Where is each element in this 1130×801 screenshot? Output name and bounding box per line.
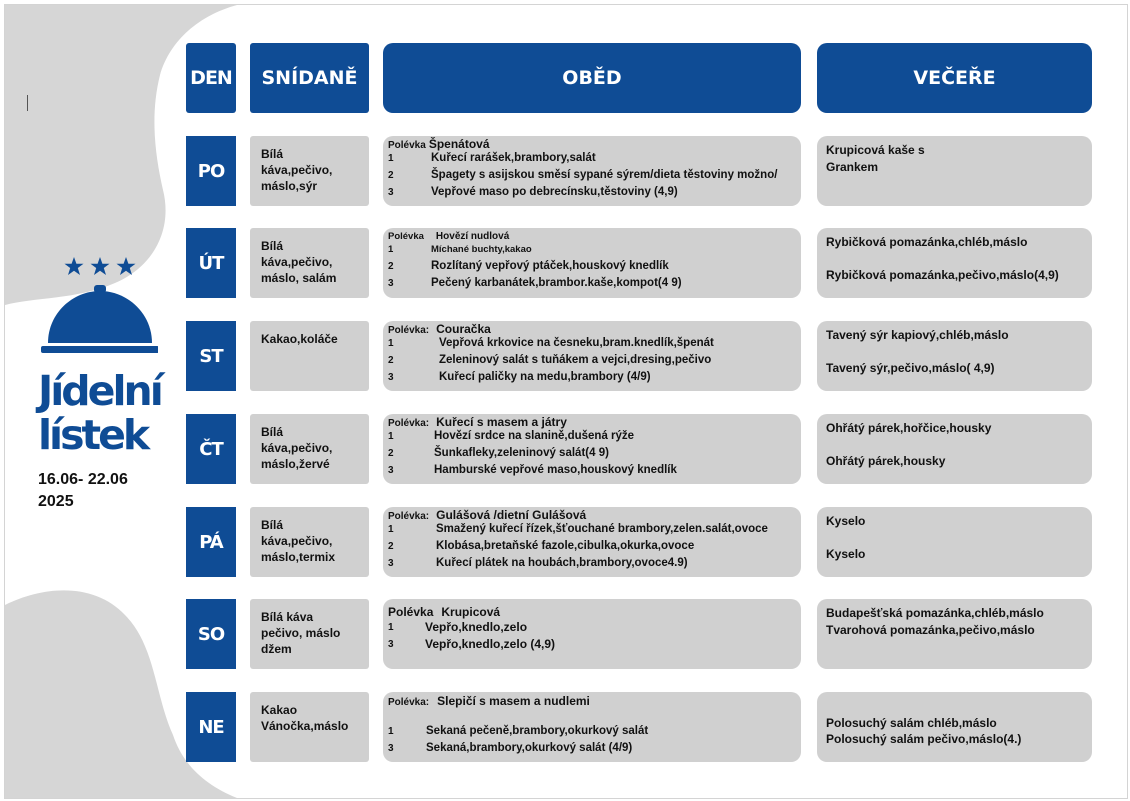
day-label: PÁ: [186, 507, 236, 577]
day-label: ST: [186, 321, 236, 391]
lunch-item-text: Míchané buchty,kakao: [431, 244, 532, 255]
day-label: NE: [186, 692, 236, 762]
lunch-item-number: 2: [388, 261, 394, 272]
soup-label: Polévka: [388, 231, 424, 242]
dinner-line: Tavený sýr kapiový,chléb,máslo: [826, 328, 1009, 342]
breakfast-line: máslo,žervé: [261, 457, 330, 471]
dinner-line: Kyselo: [826, 547, 866, 561]
breakfast-line: Bílá: [261, 425, 284, 439]
spacer: [388, 707, 801, 723]
lunch-item-text: Kuřecí rarášek,brambory,salát: [431, 152, 596, 164]
lunch-item-number: 3: [388, 187, 394, 198]
lunch-item-text: Vepřové maso po debrecínsku,těstoviny (4,9): [431, 186, 678, 198]
lunch-item-number: 3: [388, 743, 394, 754]
lunch-item: [388, 275, 801, 292]
lunch-item: [388, 723, 801, 740]
cloche-with-stars-icon: [38, 253, 158, 368]
lunch-item-number: 1: [388, 524, 394, 535]
breakfast-line: máslo,sýr: [261, 179, 318, 193]
breakfast-cell: [250, 507, 369, 577]
soup-name: Kuřecí s masem a játry: [436, 415, 567, 429]
dinner-line: Polosuchý salám chléb,máslo: [826, 715, 997, 730]
soup-label: Polévka: [388, 140, 426, 151]
breakfast-line: káva,pečivo,: [261, 441, 333, 455]
dinner-line: [826, 437, 1092, 454]
lunch-item: [388, 150, 801, 167]
day-label: ÚT: [186, 228, 236, 298]
soup-name: Špenátová: [428, 137, 490, 151]
breakfast-cell: [250, 414, 369, 484]
lunch-item: [388, 521, 801, 538]
lunch-item-text: Sekaná,brambory,okurkový salát (4/9): [426, 742, 633, 754]
lunch-item-number: 3: [388, 372, 394, 383]
menu-dates: [38, 469, 128, 513]
dinner-line: Rybičková pomazánka,pečivo,máslo(4,9): [826, 268, 1059, 282]
lunch-item-text: Šunkafleky,zeleninový salát(4 9): [434, 447, 609, 459]
lunch-item-text: Vepřo,knedlo,zelo: [425, 620, 528, 634]
lunch-item-text: Rozlítaný vepřový ptáček,houskový knedlík: [431, 260, 669, 272]
breakfast-line: Kakao,koláče: [261, 332, 338, 346]
dinner-cell: [817, 507, 1092, 577]
lunch-item: [388, 184, 801, 201]
dinner-line: Budapešťská pomazánka,chléb,máslo: [826, 606, 1044, 620]
breakfast-cell: [250, 692, 369, 762]
breakfast-cell: [250, 599, 369, 669]
dinner-line: Tavený sýr,pečivo,máslo( 4,9): [826, 361, 995, 375]
lunch-cell: [383, 599, 801, 669]
lunch-cell: [383, 414, 801, 484]
lunch-item: [388, 636, 801, 653]
dinner-line: Krupicová kaše s: [826, 143, 925, 157]
lunch-item: [388, 369, 801, 386]
lunch-item-number: 1: [388, 153, 394, 164]
breakfast-cell: [250, 136, 369, 206]
lunch-cell: [383, 507, 801, 577]
breakfast-line: káva,pečivo,: [261, 163, 333, 177]
dinner-line: [826, 344, 1092, 361]
breakfast-cell: [250, 321, 369, 391]
dinner-cell: [817, 599, 1092, 669]
header-snidane: SNÍDANĚ: [250, 43, 369, 113]
lunch-item-text: Špagety s asijskou směsí sypané sýrem/dieta těstoviny možno/: [431, 169, 778, 181]
soup-line: [388, 604, 801, 619]
lunch-item-text: Sekaná pečeně,brambory,okurkový salát: [426, 725, 649, 737]
soup-line: [388, 508, 801, 521]
soup-line: [388, 415, 801, 428]
lunch-item-text: Vepřo,knedlo,zelo (4,9): [425, 637, 556, 651]
lunch-item-number: 2: [388, 541, 394, 552]
header-den: DEN: [186, 43, 236, 113]
dinner-cell: [817, 692, 1092, 762]
lunch-item-text: Smažený kuřecí řízek,šťouchané brambory,zelen.salát,ovoce: [436, 523, 768, 535]
lunch-item-number: 3: [388, 558, 394, 569]
lunch-item-number: 3: [388, 278, 394, 289]
breakfast-line: máslo, salám: [261, 271, 337, 285]
breakfast-line: Bílá: [261, 239, 284, 253]
lunch-item: [388, 462, 801, 479]
lunch-item: [388, 167, 801, 184]
breakfast-line: Bílá: [261, 518, 284, 532]
lunch-item-number: 2: [388, 448, 394, 459]
lunch-item: [388, 241, 801, 258]
menu-page: [4, 4, 1128, 799]
soup-name: Hovězí nudlová: [435, 231, 510, 242]
soup-line: [388, 322, 801, 335]
dates-line2: 2025: [38, 493, 74, 510]
dinner-line: Rybičková pomazánka,chléb,máslo: [826, 235, 1028, 249]
soup-label: Polévka: [388, 605, 434, 619]
lunch-item-text: Klobása,bretaňské fazole,cibulka,okurka,ovoce: [436, 540, 695, 552]
lunch-item-number: 1: [388, 726, 394, 737]
lunch-item: [388, 258, 801, 275]
soup-line: [388, 694, 801, 707]
lunch-item: [388, 555, 801, 572]
dinner-line: Grankem: [826, 159, 879, 174]
lunch-item-number: 3: [388, 465, 394, 476]
day-label: PO: [186, 136, 236, 206]
dinner-line: [826, 698, 1092, 715]
dinner-line: Tvarohová pomazánka,pečivo,máslo: [826, 622, 1035, 637]
lunch-item: [388, 428, 801, 445]
breakfast-line: pečivo, máslo: [261, 626, 341, 640]
lunch-cell: [383, 321, 801, 391]
soup-label: Polévka:: [388, 511, 430, 522]
lunch-item-text: Hovězí srdce na slanině,dušená rýže: [434, 430, 635, 442]
lunch-cell: [383, 136, 801, 206]
lunch-cell: [383, 228, 801, 298]
breakfast-line: Bílá káva: [261, 610, 314, 624]
soup-line: [388, 137, 801, 150]
menu-title-line1: Jídelní: [38, 367, 161, 415]
lunch-item: [388, 352, 801, 369]
lunch-item-number: 1: [388, 622, 394, 633]
lunch-cell: [383, 692, 801, 762]
lunch-item-text: Kuřecí plátek na houbách,brambory,ovoce4.9): [436, 557, 688, 569]
dinner-line: [826, 530, 1092, 547]
text-cursor: [27, 95, 28, 111]
lunch-item: [388, 335, 801, 352]
lunch-item: [388, 740, 801, 757]
breakfast-line: káva,pečivo,: [261, 534, 333, 548]
menu-title-line2: lístek: [38, 411, 148, 459]
lunch-item-number: 2: [388, 170, 394, 181]
background-decoration: [5, 5, 1127, 798]
day-label: ČT: [186, 414, 236, 484]
lunch-item: [388, 445, 801, 462]
dinner-line: [826, 251, 1092, 268]
soup-name: Krupicová: [441, 605, 501, 619]
dates-line1: 16.06- 22.06: [38, 471, 128, 488]
lunch-item-number: 3: [388, 639, 394, 650]
soup-label: Polévka:: [388, 697, 430, 708]
breakfast-line: džem: [261, 642, 292, 656]
breakfast-cell: [250, 228, 369, 298]
breakfast-line: Bílá: [261, 147, 284, 161]
lunch-item-text: Vepřová krkovice na česneku,bram.knedlík,špenát: [439, 337, 714, 349]
dinner-cell: [817, 414, 1092, 484]
dinner-line: Ohřátý párek,hořčice,housky: [826, 421, 992, 435]
breakfast-line: Kakao: [261, 703, 298, 717]
lunch-item-number: 1: [388, 244, 394, 255]
lunch-item-text: Pečený karbanátek,brambor.kaše,kompot(4 9): [431, 277, 682, 289]
dinner-line: Kyselo: [826, 514, 866, 528]
dinner-line: Ohřátý párek,housky: [826, 454, 946, 468]
dinner-cell: [817, 136, 1092, 206]
lunch-item-number: 1: [388, 338, 394, 349]
soup-label: Polévka:: [388, 325, 430, 336]
soup-name: Slepičí s masem a nudlemi: [437, 694, 590, 708]
day-label: SO: [186, 599, 236, 669]
lunch-item-text: Kuřecí paličky na medu,brambory (4/9): [439, 371, 651, 383]
header-vecere: VEČEŘE: [817, 43, 1092, 113]
breakfast-line: máslo,termix: [261, 550, 336, 564]
lunch-item: [388, 619, 801, 636]
soup-label: Polévka:: [388, 418, 430, 429]
lunch-item-number: 1: [388, 431, 394, 442]
lunch-item-number: 2: [388, 355, 394, 366]
soup-name: Couračka: [436, 322, 491, 336]
lunch-item: [388, 538, 801, 555]
breakfast-line: Vánočka,máslo: [261, 719, 349, 733]
dinner-cell: [817, 321, 1092, 391]
dinner-cell: [817, 228, 1092, 298]
soup-line: [388, 229, 801, 241]
breakfast-line: káva,pečivo,: [261, 255, 333, 269]
lunch-item-text: Zeleninový salát s tuňákem a vejci,dresing,pečivo: [439, 354, 712, 366]
lunch-item-text: Hamburské vepřové maso,houskový knedlík: [434, 464, 677, 476]
dinner-line: Polosuchý salám pečivo,máslo(4.): [826, 732, 1022, 746]
header-obed: OBĚD: [383, 43, 801, 113]
soup-name: Gulášová /dietní Gulášová: [436, 508, 587, 522]
